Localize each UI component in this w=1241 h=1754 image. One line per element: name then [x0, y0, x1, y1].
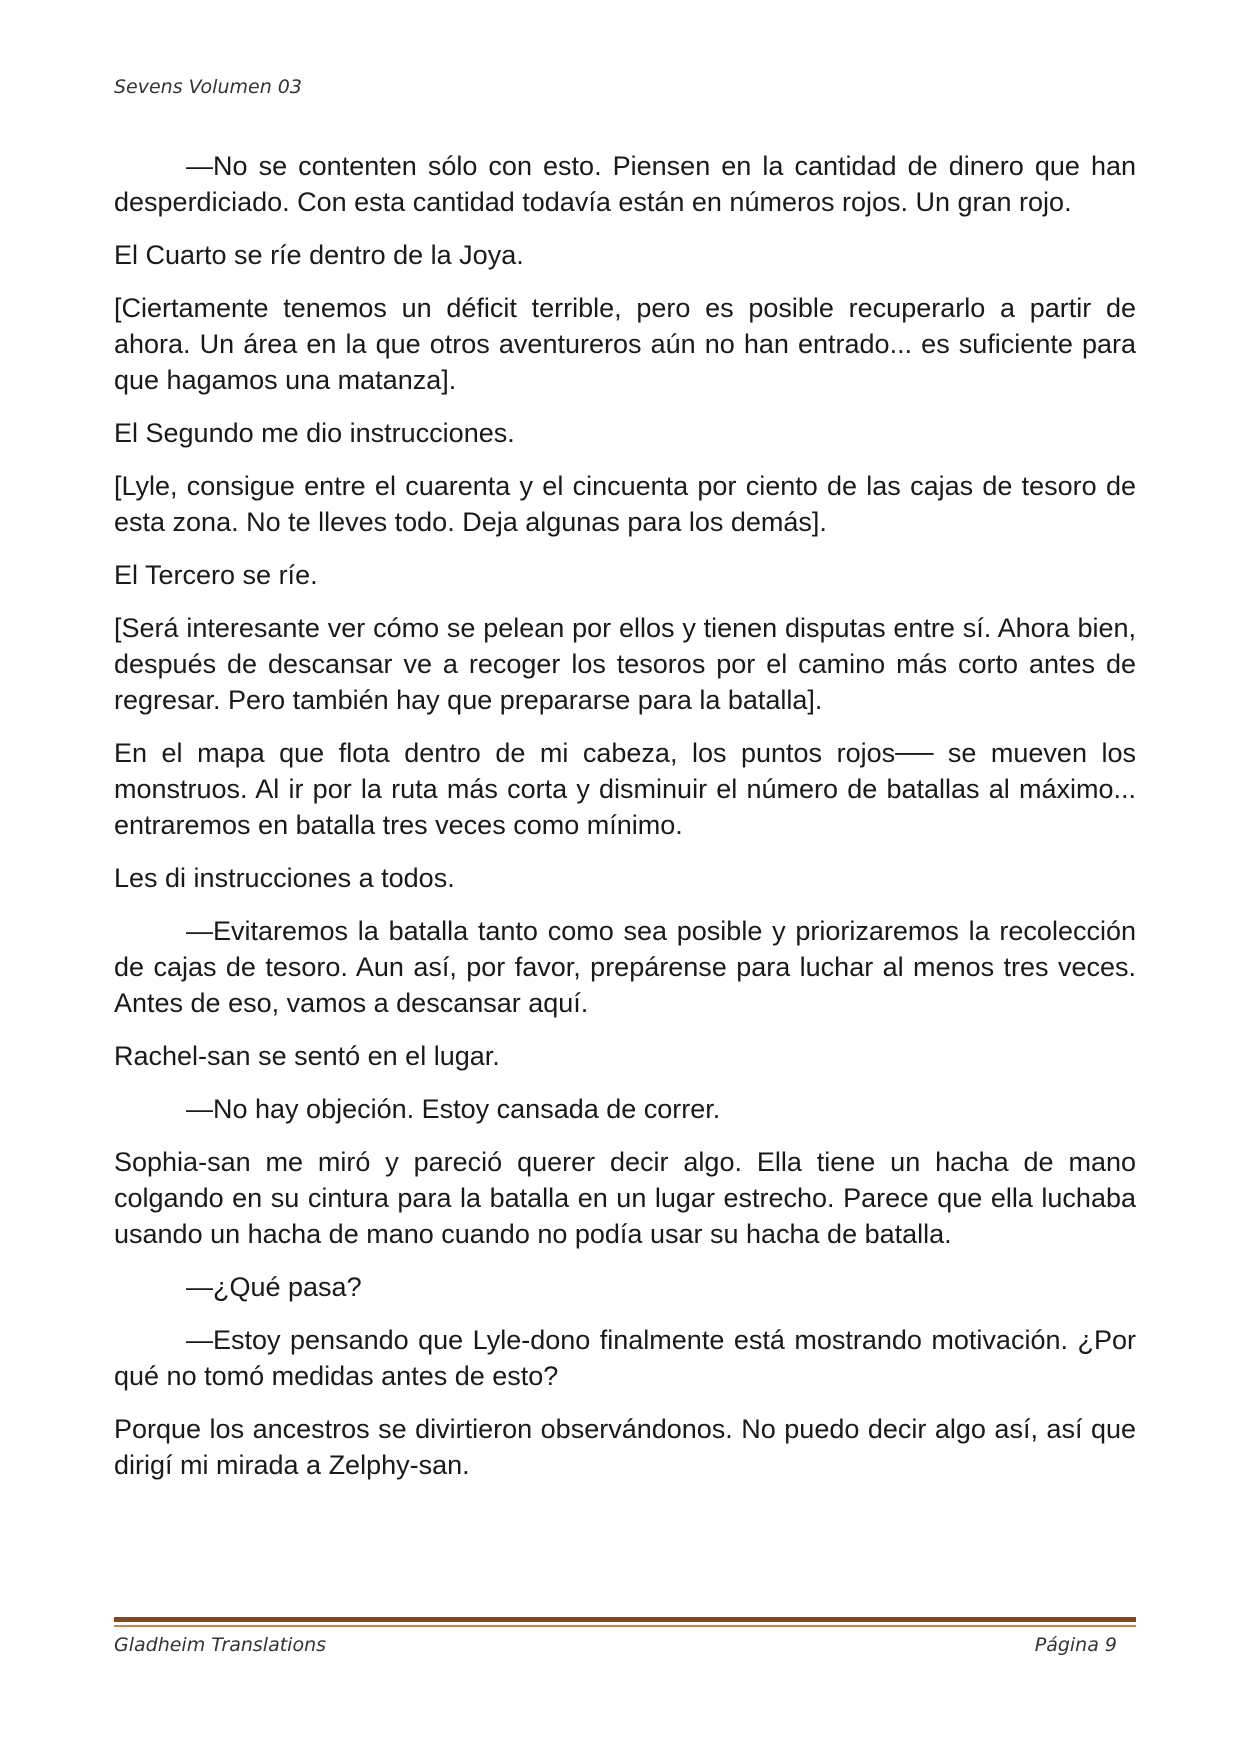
paragraph: En el mapa que flota dentro de mi cabeza, los puntos rojos── se mueven los monstruos. Al ir por la ruta más corta y disminuir el número de batallas al máximo... entraremos en batalla tres veces como mínimo. — [114, 738, 1136, 840]
page-body — [114, 148, 1136, 1500]
paragraph: [Ciertamente tenemos un déficit terrible, pero es posible recuperarlo a partir de ahora. Un área en la que otros aventureros aún no han entrado... es suficiente para que hagamos una matanza]. — [114, 293, 1136, 395]
paragraph: —Estoy pensando que Lyle-dono finalmente está mostrando motivación. ¿Por qué no tomó medidas antes de esto? — [114, 1325, 1136, 1391]
paragraph: Porque los ancestros se divirtieron observándonos. No puedo decir algo así, así que dirigí mi mirada a Zelphy-san. — [114, 1414, 1136, 1480]
footer-divider-thin — [114, 1625, 1136, 1627]
paragraph: Les di instrucciones a todos. — [114, 863, 455, 893]
paragraph: [Será interesante ver cómo se pelean por ellos y tienen disputas entre sí. Ahora bien, después de descansar ve a recoger los tesoros por el camino más corto antes de regresar. Pero también hay que prepararse para la batalla]. — [114, 613, 1136, 715]
paragraph: [Lyle, consigue entre el cuarenta y el cincuenta por ciento de las cajas de tesoro de esta zona. No te lleves todo. Deja algunas para los demás]. — [114, 471, 1136, 537]
page-header-title: Sevens Volumen 03 — [114, 76, 302, 98]
paragraph: —Evitaremos la batalla tanto como sea posible y priorizaremos la recolección de cajas de tesoro. Aun así, por favor, prepárense para luchar al menos tres veces. Antes de eso, vamos a descansar aquí. — [114, 916, 1136, 1018]
paragraph: Sophia-san me miró y pareció querer decir algo. Ella tiene un hacha de mano colgando en su cintura para la batalla en un lugar estrecho. Parece que ella luchaba usando un hacha de mano cuando no podía usar su hacha de batalla. — [114, 1147, 1136, 1249]
footer-divider — [114, 1617, 1136, 1622]
paragraph: —No hay objeción. Estoy cansada de correr. — [186, 1094, 721, 1124]
paragraph: —No se contenten sólo con esto. Piensen en la cantidad de dinero que han desperdiciado. Con esta cantidad todavía están en números rojos. Un gran rojo. — [114, 151, 1136, 217]
paragraph: El Tercero se ríe. — [114, 560, 318, 590]
paragraph: Rachel-san se sentó en el lugar. — [114, 1041, 500, 1071]
paragraph: —¿Qué pasa? — [186, 1272, 362, 1302]
footer-publisher: Gladheim Translations — [114, 1634, 327, 1656]
paragraph: El Cuarto se ríe dentro de la Joya. — [114, 240, 524, 270]
footer-page-number: Página 9 — [1034, 1634, 1117, 1656]
paragraph: El Segundo me dio instrucciones. — [114, 418, 515, 448]
